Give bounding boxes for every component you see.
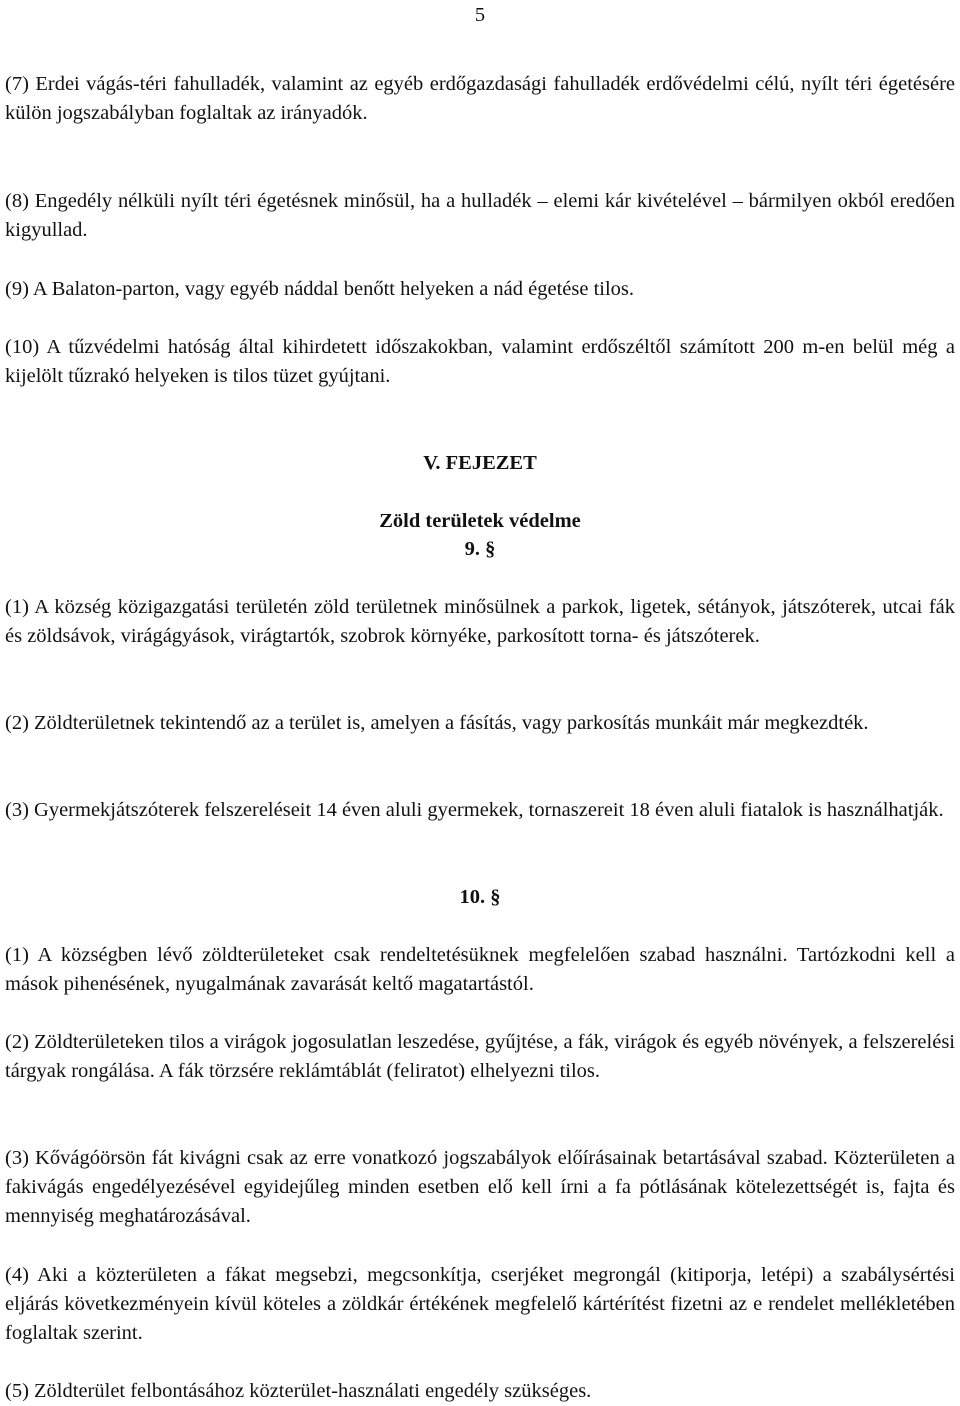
section-10-paragraph-4: (4) Aki a közterületen a fákat megsebzi, megcsonkítja, cserjéket megrongál (kitiporja, letépi) a szabálysértési eljárás következményein kívül köteles a zöldkár értékének megfelelő kártérítést fizetni az e rendelet mellékletében foglaltak szerint. — [5, 1264, 955, 1344]
paragraph-10: (10) A tűzvédelmi hatóság által kihirdetett időszakokban, valamint erdőszéltől számított 200 m-en belül még a kijelölt tűzrakó helyeken is tilos tüzet gyújtani. — [5, 336, 955, 387]
section-10-paragraph-1: (1) A községben lévő zöldterületeket csak rendeltetésüknek megfelelően szabad használni. Tartózkodni kell a mások pihenésének, nyugalmának zavarását keltő magatartástól. — [5, 944, 955, 995]
paragraph-7: (7) Erdei vágás-téri fahulladék, valamint az egyéb erdőgazdasági fahulladék erdővédelmi célú, nyílt téri égetésére külön jogszabályban foglaltak az irányadók. — [5, 73, 955, 124]
paragraph-8: (8) Engedély nélküli nyílt téri égetésnek minősül, ha a hulladék – elemi kár kivételével – bármilyen okból eredően kigyullad. — [5, 190, 955, 241]
section-10-paragraph-3: (3) Kővágóörsön fát kivágni csak az erre vonatkozó jogszabályok előírásainak betartásával szabad. Közterületen a fakivágás engedélyezésével egyidejűleg minden esetben elő kell írni a fa pótlásának kötelezettségét is, fajta és mennyiség meghatározásával. — [5, 1147, 955, 1227]
section-9-paragraph-3: (3) Gyermekjátszóterek felszereléseit 14 éven aluli gyermekek, tornaszereit 18 éven aluli fiatalok is használhatják. — [5, 799, 944, 821]
section-10-heading: 10. § — [459, 886, 501, 908]
paragraph-9: (9) A Balaton-parton, vagy egyéb náddal benőtt helyeken a nád égetése tilos. — [5, 278, 635, 300]
page-number: 5 — [474, 4, 486, 26]
chapter-title: Zöld területek védelme — [379, 510, 581, 532]
chapter-heading: V. FEJEZET — [423, 452, 537, 474]
section-10-paragraph-5: (5) Zöldterület felbontásához közterület-használati engedély szükséges. — [5, 1380, 592, 1402]
section-10-paragraph-2: (2) Zöldterületeken tilos a virágok jogosulatlan leszedése, gyűjtése, a fák, virágok és egyéb növények, a felszerelési tárgyak rongálása. A fák törzsére reklámtáblát (feliratot) elhelyezni tilos. — [5, 1031, 955, 1082]
section-9-paragraph-2: (2) Zöldterületnek tekintendő az a terület is, amelyen a fásítás, vagy parkosítás munkáit már megkezdték. — [5, 712, 869, 734]
section-9-paragraph-1: (1) A község közigazgatási területén zöld területnek minősülnek a parkok, ligetek, sétányok, játszóterek, utcai fák és zöldsávok, virágágyások, virágtartók, szobrok környéke, parkosított torna- és játszóterek. — [5, 596, 955, 647]
section-9-heading: 9. § — [464, 538, 496, 560]
